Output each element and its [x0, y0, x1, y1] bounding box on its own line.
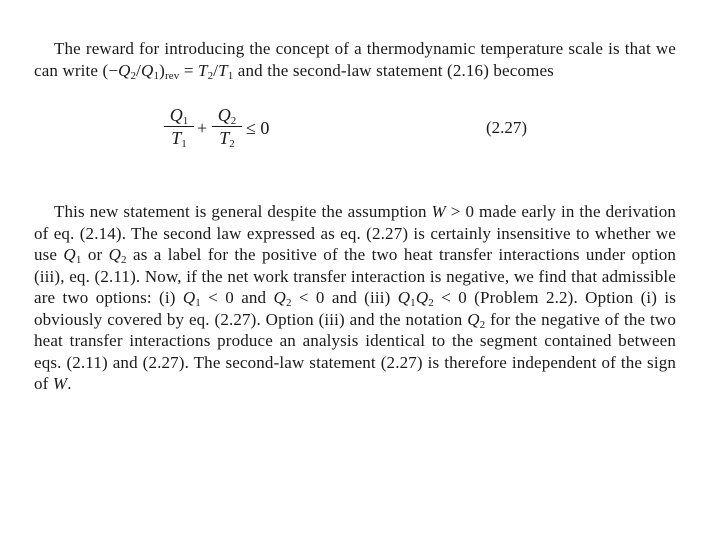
- fraction-q2-over-t2: $\frac{Q_2}{T_2}$: [212, 105, 242, 149]
- math-variable: Q: [467, 309, 480, 329]
- math-subscript: 2: [130, 69, 137, 82]
- math-subscript: rev: [164, 69, 180, 82]
- text-run: ): [159, 60, 165, 80]
- text-run: < 0 and: [200, 288, 274, 307]
- math-variable: Q: [182, 288, 196, 307]
- plus-sign: +: [197, 118, 208, 138]
- math-variable: Q: [108, 245, 122, 264]
- text-run: for the negative of the two heat transfer interactions produce an analysis identical to the segment contained between eqs. (2.11) and (2.27). The second-law statement (2.27) is therefore independent of the sign of: [34, 309, 676, 393]
- text-run: =: [179, 60, 198, 80]
- text-run: > 0 made early in the derivation of eq. (2.14). The second law expressed as eq. (2.27) is certainly insensitive to whether we use: [34, 202, 676, 264]
- paragraph-intro: [34, 38, 676, 81]
- math-subscript: 2: [121, 254, 127, 266]
- math-variable: Q: [273, 288, 286, 307]
- text-run: < 0 and (iii): [291, 288, 398, 307]
- text-run: and the second-law statement (2.16) becomes: [233, 60, 554, 80]
- equation-number: (2.27): [486, 118, 528, 137]
- relation-le-zero: ≤ 0: [246, 118, 270, 138]
- math-variable: T: [218, 60, 228, 80]
- math-subscript: 1: [75, 254, 82, 266]
- text-run: /: [136, 60, 142, 80]
- math-subscript: 1: [153, 69, 160, 82]
- math-subscript: 2: [285, 297, 292, 309]
- math-variable: Q: [118, 60, 131, 80]
- paragraph-discussion: [34, 201, 676, 395]
- equation-2-27: [160, 105, 680, 157]
- text-run: This new statement is general despite the assumption: [54, 202, 432, 221]
- text-run: as a label for the positive of the two heat transfer interactions under option (iii), eq. (2.11). Now, if the net work transfer interaction is negative, we find that admissible are two options: (i): [34, 245, 676, 307]
- text-run: .: [67, 374, 72, 393]
- math-subscript: 2: [479, 318, 486, 331]
- math-subscript: 1: [410, 297, 416, 309]
- text-run: The reward for introducing the concept of a thermodynamic temperature scale is that we can write (−: [34, 39, 676, 80]
- math-subscript: 2: [428, 297, 434, 309]
- math-variable: W: [52, 374, 68, 393]
- math-variable: Q: [141, 60, 154, 80]
- math-variable: Q: [63, 245, 76, 264]
- math-subscript: 2: [207, 69, 214, 82]
- math-variable: Q: [415, 288, 429, 307]
- fraction-q1-over-t1: $\frac{Q_1}{T_1}$: [164, 105, 194, 149]
- text-run: or: [81, 245, 109, 264]
- math-variable: W: [431, 202, 446, 221]
- math-subscript: 1: [227, 69, 234, 82]
- text-run: < 0 (Problem 2.2). Option (i) is obviously covered by eq. (2.27). Option (iii) and the notation: [34, 288, 677, 329]
- math-subscript: 1: [195, 297, 201, 309]
- math-variable: T: [198, 60, 208, 80]
- math-variable: Q: [397, 288, 411, 307]
- text-run: /: [213, 60, 219, 80]
